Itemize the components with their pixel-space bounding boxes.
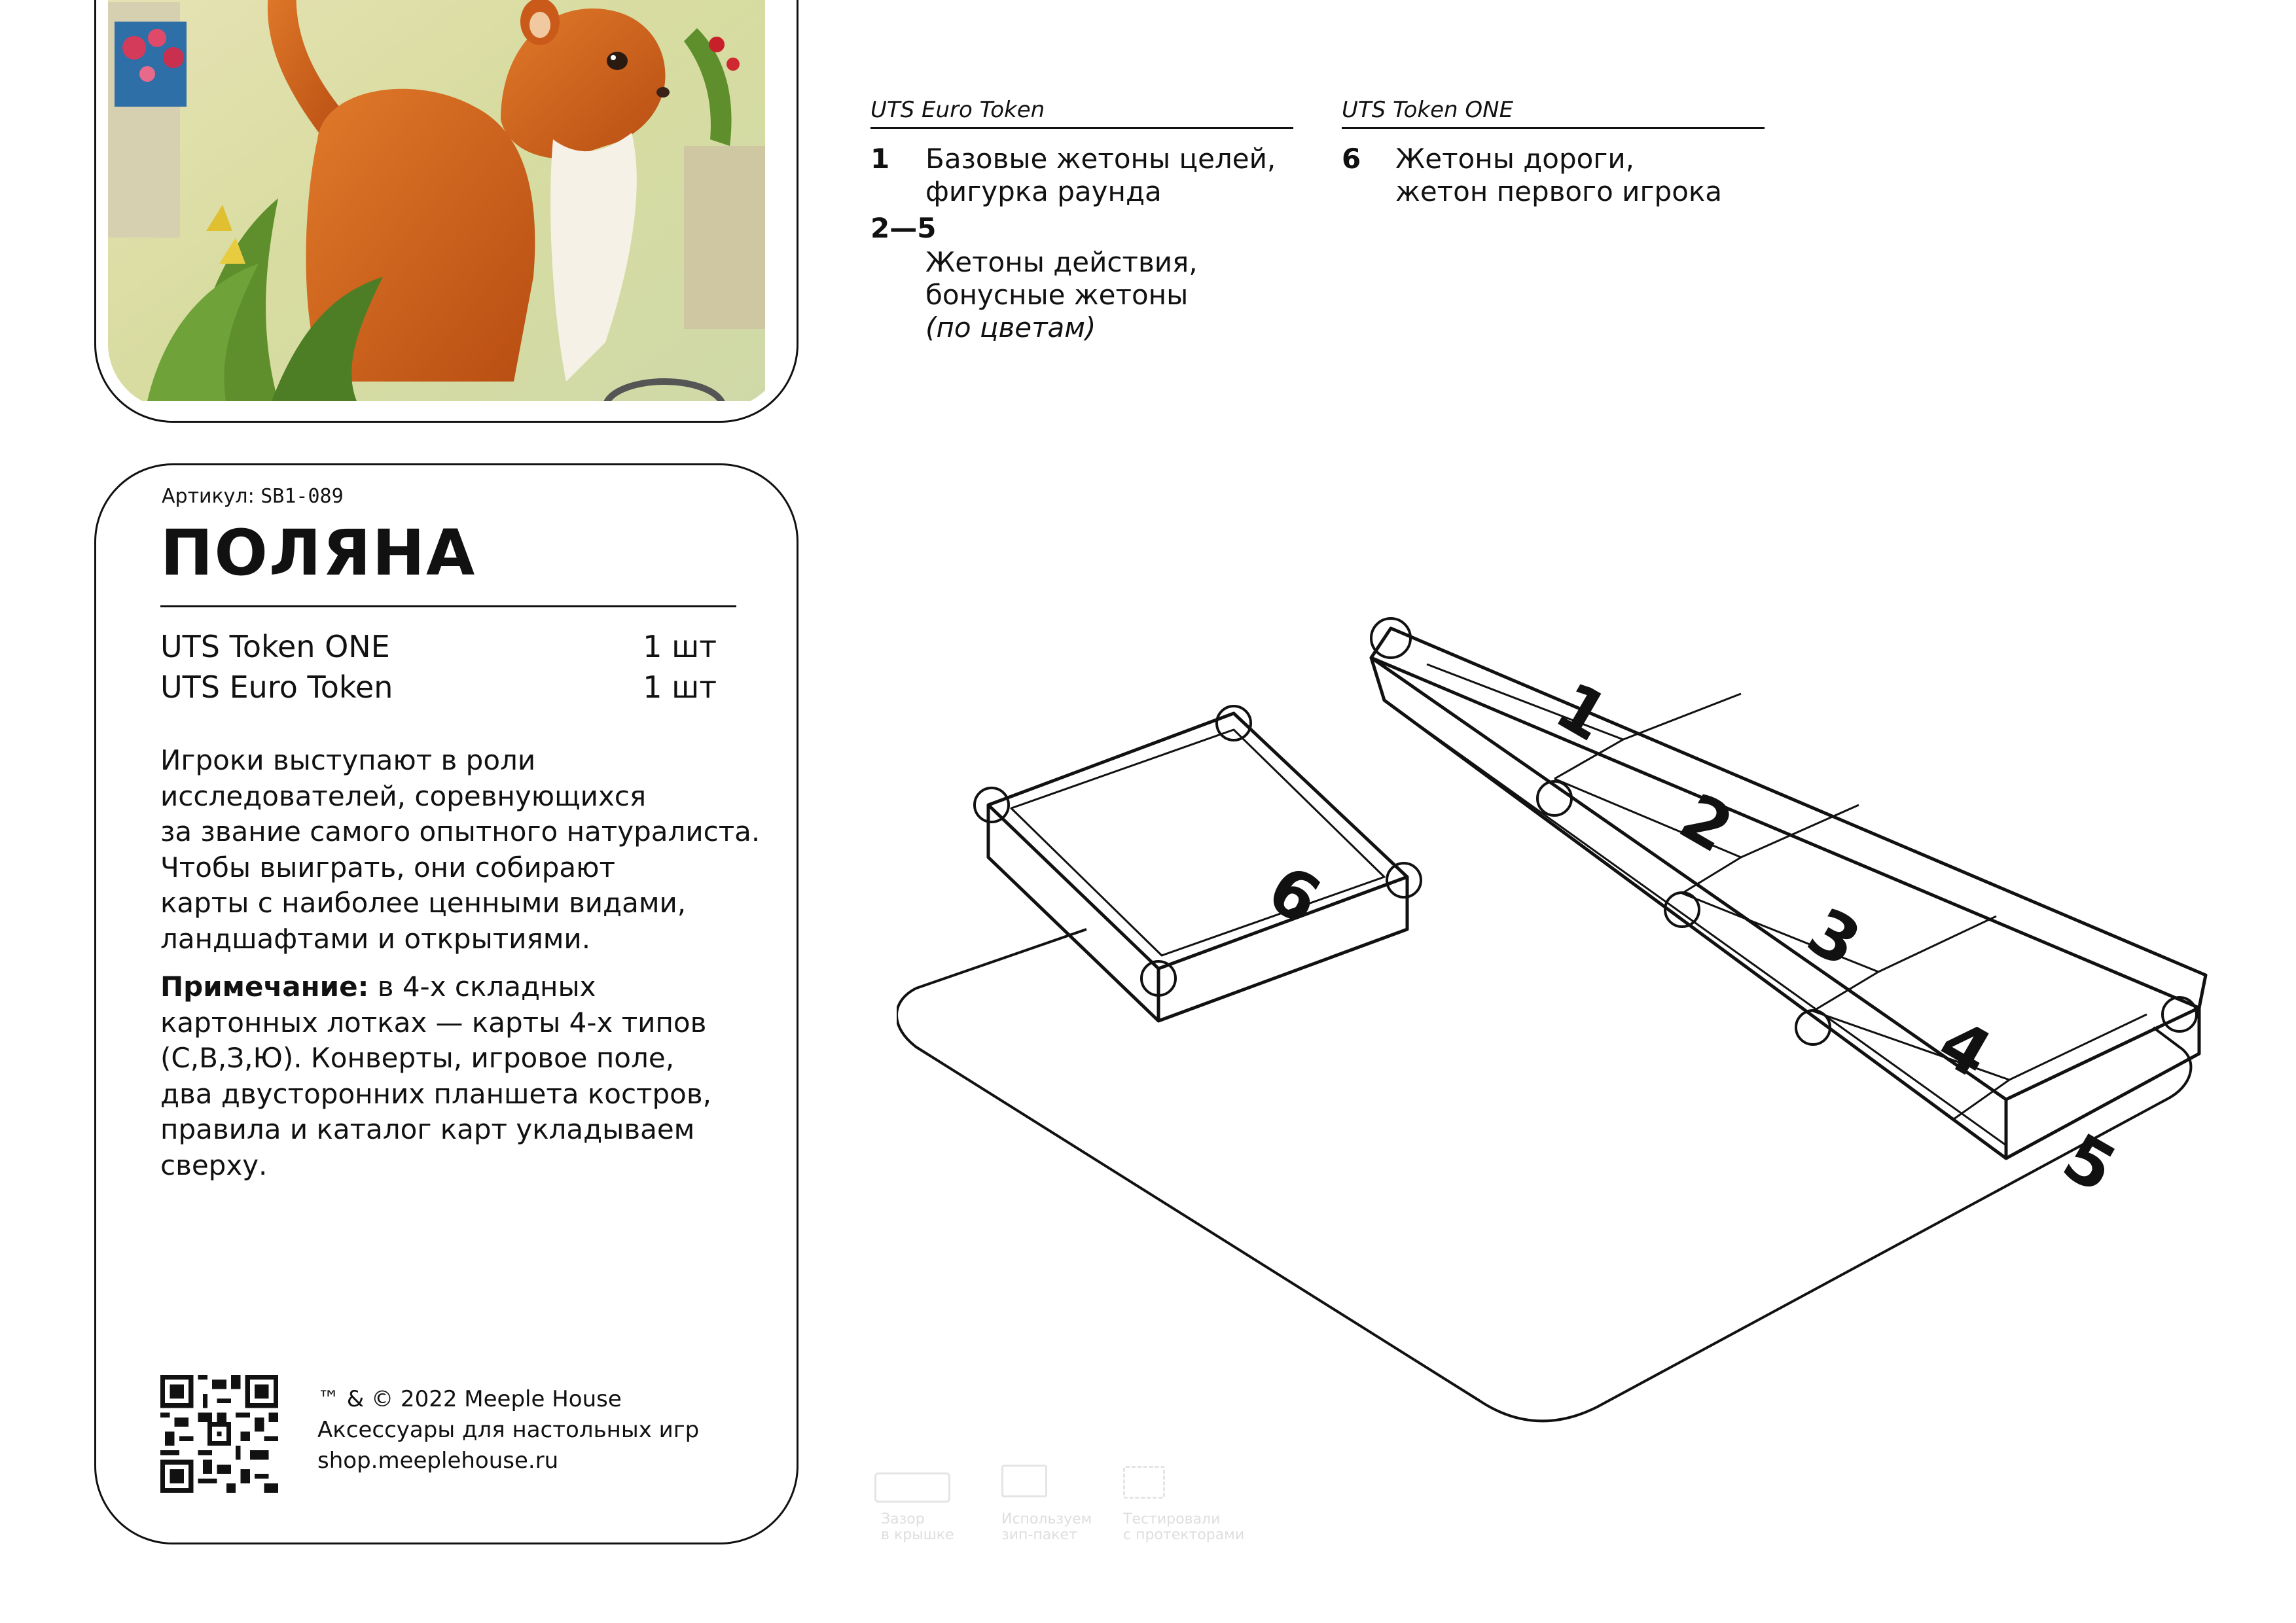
contents-qty: 1 шт xyxy=(643,669,717,705)
legend-heading-euro: UTS Euro Token xyxy=(870,97,1293,129)
faint-line: Зазор xyxy=(881,1511,925,1527)
box-bottom-outline xyxy=(897,929,2191,1421)
faint-caption xyxy=(1123,1512,1244,1543)
faint-line: Тестировали xyxy=(1123,1511,1221,1527)
tray-label-4: 4 xyxy=(1926,1004,2004,1094)
description-line: за звание самого опытного натуралиста. xyxy=(160,815,761,847)
legend-line xyxy=(925,312,1198,344)
tray-label-5: 5 xyxy=(2051,1118,2128,1208)
note-line-rest: в 4-х складных xyxy=(368,971,596,1003)
legend-description xyxy=(1395,143,1722,208)
faint-line: Используем xyxy=(1001,1511,1092,1527)
qr-code-icon[interactable] xyxy=(160,1375,278,1493)
tagline: Аксессуары для настольных игр xyxy=(317,1417,700,1443)
note-line: картонных лотках — карты 4-х типов xyxy=(160,1006,707,1039)
zip-bag-icon xyxy=(1001,1465,1047,1497)
legend-line-italic: (по цветам) xyxy=(925,312,1096,344)
small-tray-rim xyxy=(988,713,1407,969)
packing-note xyxy=(160,969,769,1183)
legend-number: 6 xyxy=(1342,143,1361,175)
legend-line: Жетоны дороги, xyxy=(1395,143,1635,175)
tray-label-3: 3 xyxy=(1795,893,1873,982)
long-tray-rim xyxy=(1371,628,2206,1008)
tray-label-2: 2 xyxy=(1668,778,1746,868)
note-line: два двусторонних планшета костров, xyxy=(160,1077,711,1110)
title-divider xyxy=(160,605,736,607)
note-line: (С,В,З,Ю). Конверты, игровое поле, xyxy=(160,1042,675,1074)
legend-line: бонусные жетоны xyxy=(925,279,1189,311)
legend-number: 1 xyxy=(870,143,890,175)
note-label: Примечание: xyxy=(160,971,369,1003)
sleeves-icon xyxy=(1123,1466,1165,1499)
legend-description xyxy=(925,143,1276,208)
description-line: карты с наиболее ценными видами, xyxy=(160,887,687,919)
gap-in-lid-icon xyxy=(874,1472,950,1503)
tray-label-6: 6 xyxy=(1255,850,1333,940)
long-tray-body xyxy=(1371,658,2199,1158)
note-line: сверху. xyxy=(160,1149,268,1181)
box-illustration xyxy=(108,0,785,409)
tray-label-1: 1 xyxy=(1543,667,1621,757)
note-line: правила и каталог карт укладываем xyxy=(160,1113,695,1145)
product-info-card xyxy=(94,463,798,1544)
note-line xyxy=(160,969,769,1005)
sku-label: Артикул: xyxy=(162,485,255,508)
faint-line: с протекторами xyxy=(1123,1527,1245,1543)
contents-row xyxy=(160,629,717,664)
faint-caption xyxy=(881,1512,954,1543)
contents-name: UTS Euro Token xyxy=(160,669,393,705)
faint-caption xyxy=(1001,1512,1092,1543)
sku-line xyxy=(162,485,344,508)
copyright-line: ™ & © 2022 Meeple House xyxy=(317,1386,622,1412)
legend-description xyxy=(925,246,1198,344)
description-line: ландшафтами и открытиями. xyxy=(160,922,591,955)
legend-line: Базовые жетоны целей, xyxy=(925,143,1276,175)
product-title: ПОЛЯНА xyxy=(160,516,476,590)
contents-qty: 1 шт xyxy=(643,629,717,664)
description-line: исследователей, соревнующихся xyxy=(160,779,647,812)
contents-name: UTS Token ONE xyxy=(160,629,390,664)
game-description xyxy=(160,743,769,957)
legend-line: жетон первого игрока xyxy=(1395,175,1722,207)
box-art-card xyxy=(94,0,798,423)
legend-number: 2—5 xyxy=(870,212,937,244)
description-line: Чтобы выиграть, они собирают xyxy=(160,851,615,883)
legend-heading-one: UTS Token ONE xyxy=(1342,97,1765,129)
tray-layout-diagram xyxy=(897,602,2219,1433)
weasel-illustration xyxy=(108,0,765,401)
copyright-block xyxy=(317,1384,699,1476)
contents-row xyxy=(160,669,717,705)
legend-line: фигурка раунда xyxy=(925,175,1162,207)
faint-line: в крышке xyxy=(881,1527,954,1543)
sku-code: SB1-089 xyxy=(260,485,344,508)
legend-line: Жетоны действия, xyxy=(925,246,1198,278)
faint-line: зип-пакет xyxy=(1001,1527,1077,1543)
description-line: Игроки выступают в роли xyxy=(160,744,536,776)
shop-link[interactable]: shop.meeplehouse.ru xyxy=(317,1448,559,1474)
